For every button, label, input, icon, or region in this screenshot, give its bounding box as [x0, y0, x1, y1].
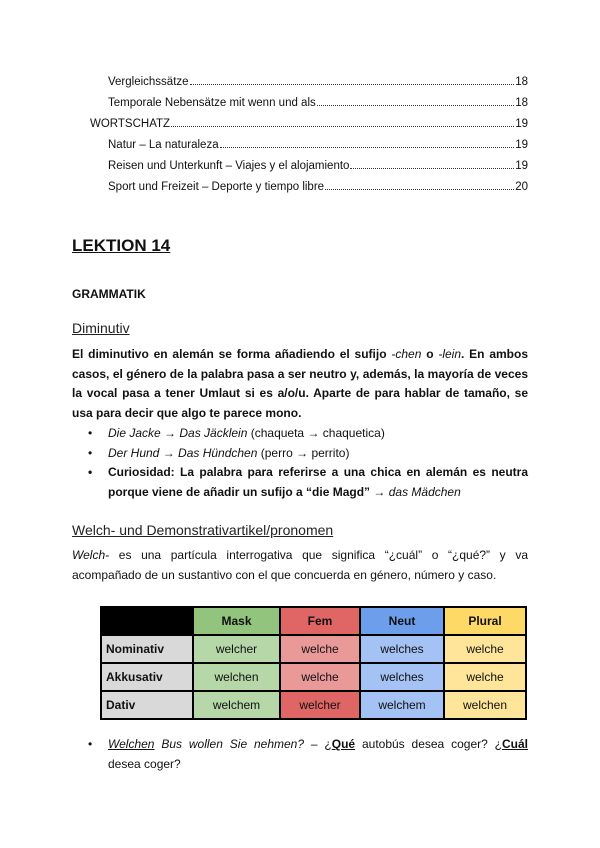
toc-entry-label: Reisen und Unterkunft – Viajes y el alojamiento — [108, 160, 350, 172]
table-cell: welche — [280, 663, 360, 691]
toc-entry-page: 20 — [515, 181, 528, 193]
table-row — [101, 691, 526, 719]
toc-entry-page: 19 — [515, 118, 528, 130]
subsection-title-welch: Welch- und Demonstrativartikel/pronomen — [72, 522, 334, 538]
toc-entry[interactable] — [108, 139, 528, 159]
toc-leader — [325, 189, 514, 190]
toc-entry[interactable] — [108, 97, 528, 117]
toc-entry-label: WORTSCHATZ — [90, 118, 171, 130]
toc-entry-page: 18 — [515, 97, 528, 109]
toc-entry-page: 19 — [515, 139, 528, 151]
table-corner-cell — [101, 607, 193, 635]
table-cell: welchen — [193, 663, 280, 691]
section-heading-grammatik: GRAMMATIK — [72, 287, 146, 301]
table-cell: welches — [360, 635, 444, 663]
toc-entry-label: Sport und Freizeit – Deporte y tiempo libre — [108, 181, 325, 193]
diminutiv-examples — [88, 424, 528, 502]
declension-table — [100, 606, 527, 720]
column-header: Neut — [360, 607, 444, 635]
toc-leader — [317, 105, 514, 106]
list-item: • Curiosidad: La palabra para referirse a una chica en alemán es neutra porque viene de añadir un sufijo a “die Magd” → das Mädchen — [88, 463, 528, 502]
toc-entry-label: Temporale Nebensätze mit wenn und als — [108, 97, 316, 109]
table-cell: welche — [280, 635, 360, 663]
row-header: Akkusativ — [101, 663, 193, 691]
toc-leader — [190, 84, 515, 85]
toc-entry-label: Natur – La naturaleza — [108, 139, 219, 151]
table-cell: welchem — [193, 691, 280, 719]
table-cell: welche — [444, 635, 526, 663]
lesson-heading: LEKTION 14 — [72, 236, 171, 255]
toc-entry-label: Vergleichssätze — [108, 76, 189, 88]
list-item: • Der Hund → Das Hündchen (perro → perrito) — [88, 444, 528, 464]
list-item: • Die Jacke → Das Jäcklein (chaqueta → chaquetica) — [88, 424, 528, 444]
toc-entry-page: 19 — [515, 160, 528, 172]
toc-entry[interactable] — [108, 181, 528, 201]
toc-entry[interactable] — [90, 118, 528, 138]
column-header: Fem — [280, 607, 360, 635]
table-row — [101, 663, 526, 691]
toc-entry-page: 18 — [515, 76, 528, 88]
subsection-title-diminutiv: Diminutiv — [72, 320, 130, 336]
toc-leader — [220, 147, 515, 148]
row-header: Dativ — [101, 691, 193, 719]
toc-leader — [350, 168, 514, 169]
column-header: Mask — [193, 607, 280, 635]
toc-entry[interactable] — [108, 76, 528, 96]
table-cell: welche — [444, 663, 526, 691]
table-cell: welches — [360, 663, 444, 691]
toc-leader — [171, 126, 514, 127]
column-header: Plural — [444, 607, 526, 635]
row-header: Nominativ — [101, 635, 193, 663]
table-cell: welcher — [280, 691, 360, 719]
welch-paragraph: Welch- es una partícula interrogativa que significa “¿cuál” o “¿qué?” y va acompañado de un sustantivo con el que concuerda en género, número y caso. — [72, 548, 528, 582]
table-cell: welchem — [360, 691, 444, 719]
table-header-row — [101, 607, 526, 635]
table-row — [101, 635, 526, 663]
toc-entry[interactable] — [108, 160, 528, 180]
list-item: • Welchen Bus wollen Sie nehmen? – ¿Qué autobús desea coger? ¿Cuál desea coger? — [88, 735, 528, 774]
diminutiv-paragraph: El diminutivo en alemán se forma añadiendo el sufijo -chen o -lein. En ambos casos, el género de la palabra pasa a ser neutro y, además, la mayoría de veces la vocal pasa a tener Umlaut si es a/o/u. Aparte de para hablar de tamaño, se usa para decir que algo te parece mono. — [72, 347, 528, 420]
welch-examples — [88, 735, 528, 774]
table-cell: welcher — [193, 635, 280, 663]
table-cell: welchen — [444, 691, 526, 719]
